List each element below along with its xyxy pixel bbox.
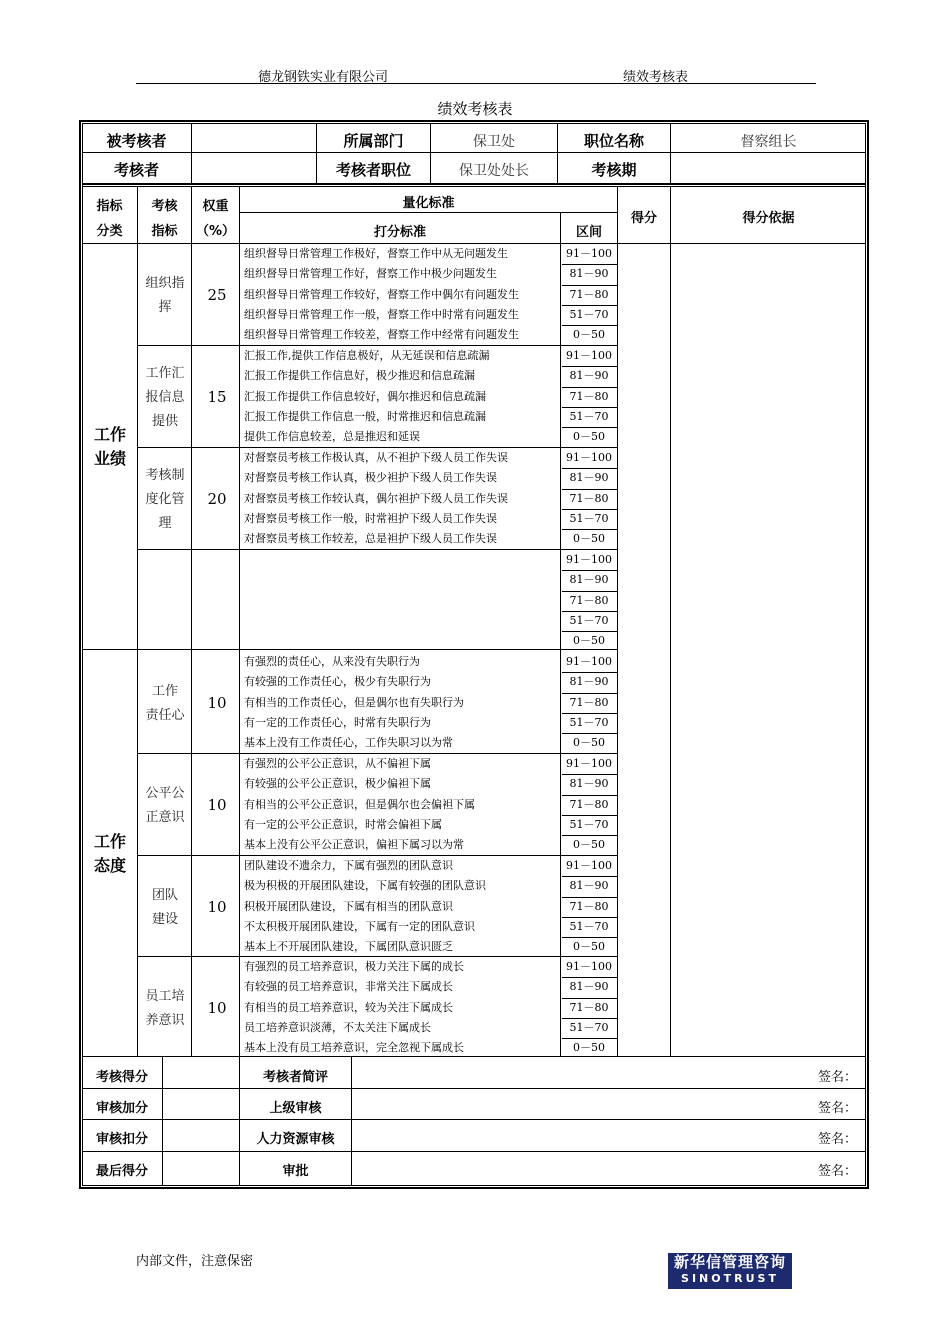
signature-field[interactable]: 签名： xyxy=(818,1164,858,1179)
score-range: 51－70 xyxy=(569,409,609,423)
category-attitude: 工作 态度 xyxy=(93,832,126,875)
header-rule xyxy=(136,83,816,84)
score-range: 0－50 xyxy=(573,430,605,444)
score-range: 71－80 xyxy=(569,491,609,505)
score-range: 81－90 xyxy=(569,980,609,994)
score-range: 71－80 xyxy=(569,287,609,301)
score-range: 71－80 xyxy=(569,593,609,607)
footer-score-field[interactable] xyxy=(163,1060,239,1088)
scoring-criterion: 对督察员考核工作较差，总是袒护下级人员工作失误 xyxy=(244,530,560,548)
signature-field[interactable]: 签名： xyxy=(818,1101,858,1116)
footer-review-label: 上级审核 xyxy=(269,1101,322,1116)
footer-score-field[interactable] xyxy=(163,1122,239,1150)
indicator-weight: 10 xyxy=(207,897,227,916)
scoring-criterion: 基本上没有工作责任心，工作失职习以为常 xyxy=(244,734,560,752)
assessee-label: 被考核者 xyxy=(106,132,167,150)
indicator-name: 考核制 度化管 理 xyxy=(145,467,185,531)
indicator-weight: 25 xyxy=(207,285,227,304)
col-scoring-standard: 打分标准 xyxy=(373,225,426,240)
col-indicator-2: 指标 xyxy=(151,224,178,239)
scoring-criterion: 有一定的工作责任心，时常有失职行为 xyxy=(244,714,560,732)
score-range: 91－100 xyxy=(566,553,612,566)
score-range: 51－70 xyxy=(569,919,609,933)
score-range: 81－90 xyxy=(569,369,609,383)
assessor-position-label: 考核者职位 xyxy=(335,161,411,179)
score-range: 51－70 xyxy=(569,817,609,831)
col-score: 得分 xyxy=(630,211,657,226)
score-range: 0－50 xyxy=(573,1041,605,1055)
score-range: 51－70 xyxy=(569,613,609,627)
score-range: 91－100 xyxy=(566,451,612,464)
col-category-1: 指标 xyxy=(96,199,123,214)
score-range: 0－50 xyxy=(573,838,605,852)
score-range: 71－80 xyxy=(569,695,609,709)
scoring-criterion xyxy=(244,551,560,569)
position-label: 职位名称 xyxy=(583,132,644,150)
footer-review-label: 考核者简评 xyxy=(262,1070,328,1085)
scoring-criterion xyxy=(244,612,560,630)
scoring-criterion: 组织督导日常管理工作好，督察工作中极少问题发生 xyxy=(244,265,560,283)
signature-field[interactable]: 签名： xyxy=(818,1132,858,1147)
indicator-weight: 10 xyxy=(207,795,227,814)
scoring-criterion xyxy=(244,592,560,610)
indicator-name: 工作 责任心 xyxy=(145,683,185,723)
scoring-criterion: 基本上不开展团队建设，下属团队意识匮乏 xyxy=(244,938,560,956)
scoring-criterion: 有一定的公平公正意识，时常会偏袒下属 xyxy=(244,816,560,834)
col-range: 区间 xyxy=(575,225,602,240)
assessor-label: 考核者 xyxy=(113,161,159,179)
category-performance: 工作 业绩 xyxy=(93,425,126,468)
scoring-criterion: 团队建设不遗余力，下属有强烈的团队意识 xyxy=(244,857,560,875)
position-field[interactable]: 督察组长 xyxy=(740,134,797,150)
footer-score-field[interactable] xyxy=(163,1091,239,1119)
score-range: 81－90 xyxy=(569,573,609,587)
indicator-weight: 10 xyxy=(207,998,227,1017)
score-range: 91－100 xyxy=(566,655,612,668)
assessor-position-field[interactable]: 保卫处处长 xyxy=(459,163,529,179)
footer-review-label: 审批 xyxy=(282,1164,309,1179)
score-range: 91－100 xyxy=(566,757,612,770)
scoring-criterion: 有相当的工作责任心，但是偶尔也有失职行为 xyxy=(244,694,560,712)
company-name: 德龙钢铁实业有限公司 xyxy=(258,70,389,85)
score-range: 0－50 xyxy=(573,940,605,954)
score-range: 81－90 xyxy=(569,879,609,893)
scoring-criterion: 组织督导日常管理工作一般，督察工作中时常有问题发生 xyxy=(244,306,560,324)
score-range: 51－70 xyxy=(569,511,609,525)
score-range: 81－90 xyxy=(569,675,609,689)
scoring-criterion: 提供工作信息较差，总是推迟和延误 xyxy=(244,428,560,446)
indicator-name: 组织指 挥 xyxy=(145,275,185,315)
score-range: 0－50 xyxy=(573,532,605,546)
scoring-criterion: 基本上没有公平公正意识，偏袒下属习以为常 xyxy=(244,836,560,854)
footer-row-label: 审核扣分 xyxy=(95,1132,148,1147)
footer-row-label: 审核加分 xyxy=(95,1101,148,1116)
scoring-criterion: 汇报工作提供工作信息一般，时常推迟和信息疏漏 xyxy=(244,408,560,426)
col-weight-2: （%） xyxy=(195,224,236,239)
form-name: 绩效考核表 xyxy=(623,70,689,85)
scoring-criterion: 对督察员考核工作极认真，从不袒护下级人员工作失误 xyxy=(244,449,560,467)
scoring-criterion: 极为积极的开展团队建设，下属有较强的团队意识 xyxy=(244,877,560,895)
period-label: 考核期 xyxy=(591,161,637,179)
score-range: 51－70 xyxy=(569,307,609,321)
scoring-criterion: 有相当的员工培养意识，较为关注下属成长 xyxy=(244,999,560,1017)
footer-score-field[interactable] xyxy=(163,1154,239,1182)
scoring-criterion: 有相当的公平公正意识，但是偶尔也会偏袒下属 xyxy=(244,796,560,814)
dept-label: 所属部门 xyxy=(343,132,404,150)
indicator-name: 员工培 养意识 xyxy=(145,988,185,1028)
scoring-criterion: 有较强的员工培养意识，非常关注下属成长 xyxy=(244,978,560,996)
signature-field[interactable]: 签名： xyxy=(818,1070,858,1085)
score-range: 0－50 xyxy=(573,634,605,648)
indicator-weight: 10 xyxy=(207,693,227,712)
score-range: 71－80 xyxy=(569,899,609,913)
col-quant-standard: 量化标准 xyxy=(402,196,455,211)
col-indicator-1: 考核 xyxy=(151,199,178,214)
scoring-criterion: 有较强的工作责任心，极少有失职行为 xyxy=(244,673,560,691)
footer-row-label: 考核得分 xyxy=(95,1070,148,1085)
scoring-criterion: 有较强的公平公正意识，极少偏袒下属 xyxy=(244,775,560,793)
indicator-name: 公平公 正意识 xyxy=(145,785,185,825)
col-category-2: 分类 xyxy=(96,224,123,239)
footer-review-label: 人力资源审核 xyxy=(256,1132,335,1147)
scoring-criterion: 有强烈的公平公正意识，从不偏袒下属 xyxy=(244,755,560,773)
score-range: 51－70 xyxy=(569,715,609,729)
score-range: 91－100 xyxy=(566,247,612,260)
score-range: 0－50 xyxy=(573,736,605,750)
scoring-criterion: 汇报工作提供工作信息好，极少推迟和信息疏漏 xyxy=(244,367,560,385)
scoring-criterion: 有强烈的员工培养意识，极力关注下属的成长 xyxy=(244,958,560,976)
indicator-name: 团队 建设 xyxy=(151,887,178,927)
scoring-criterion: 对督察员考核工作认真，极少袒护下级人员工作失误 xyxy=(244,469,560,487)
scoring-criterion xyxy=(244,571,560,589)
score-range: 51－70 xyxy=(569,1020,609,1034)
col-weight-1: 权重 xyxy=(202,199,229,214)
score-range: 81－90 xyxy=(569,471,609,485)
scoring-criterion: 组织督导日常管理工作较差，督察工作中经常有问题发生 xyxy=(244,326,560,344)
score-range: 71－80 xyxy=(569,797,609,811)
scoring-criterion: 员工培养意识淡薄，不太关注下属成长 xyxy=(244,1019,560,1037)
col-score-basis: 得分依据 xyxy=(742,211,795,226)
scoring-criterion: 组织督导日常管理工作较好，督察工作中偶尔有问题发生 xyxy=(244,286,560,304)
score-range: 81－90 xyxy=(569,777,609,791)
score-range: 81－90 xyxy=(569,267,609,281)
scoring-criterion: 积极开展团队建设，下属有相当的团队意识 xyxy=(244,898,560,916)
scoring-criterion: 对督察员考核工作一般，时常袒护下级人员工作失误 xyxy=(244,510,560,528)
indicator-weight: 15 xyxy=(207,387,227,406)
footer-row-label: 最后得分 xyxy=(95,1164,148,1179)
score-range: 91－100 xyxy=(566,960,612,973)
scoring-criterion: 汇报工作提供工作信息较好，偶尔推迟和信息疏漏 xyxy=(244,388,560,406)
scoring-criterion: 基本上没有员工培养意识，完全忽视下属成长 xyxy=(244,1039,560,1057)
score-range: 71－80 xyxy=(569,389,609,403)
scoring-criterion: 对督察员考核工作较认真，偶尔袒护下级人员工作失误 xyxy=(244,490,560,508)
indicator-name: 工作汇 报信息 提供 xyxy=(145,365,185,429)
indicator-weight: 20 xyxy=(207,489,227,508)
scoring-criterion: 不太积极开展团队建设，下属有一定的团队意识 xyxy=(244,918,560,936)
scoring-criterion xyxy=(244,632,560,650)
confidential-note: 内部文件，注意保密 xyxy=(136,1254,254,1269)
score-range: 91－100 xyxy=(566,349,612,362)
score-range: 71－80 xyxy=(569,1000,609,1014)
dept-field[interactable]: 保卫处 xyxy=(473,134,515,150)
document-title: 绩效考核表 xyxy=(437,100,513,118)
score-range: 91－100 xyxy=(566,859,612,872)
scoring-criterion: 组织督导日常管理工作极好，督察工作中从无问题发生 xyxy=(244,245,560,263)
scoring-criterion: 汇报工作,提供工作信息极好，从无延误和信息疏漏 xyxy=(244,347,560,365)
score-range: 0－50 xyxy=(573,328,605,342)
sinotrust-logo: 新华信管理咨询 SINOTRUST xyxy=(668,1253,792,1289)
scoring-criterion: 有强烈的责任心，从来没有失职行为 xyxy=(244,653,560,671)
